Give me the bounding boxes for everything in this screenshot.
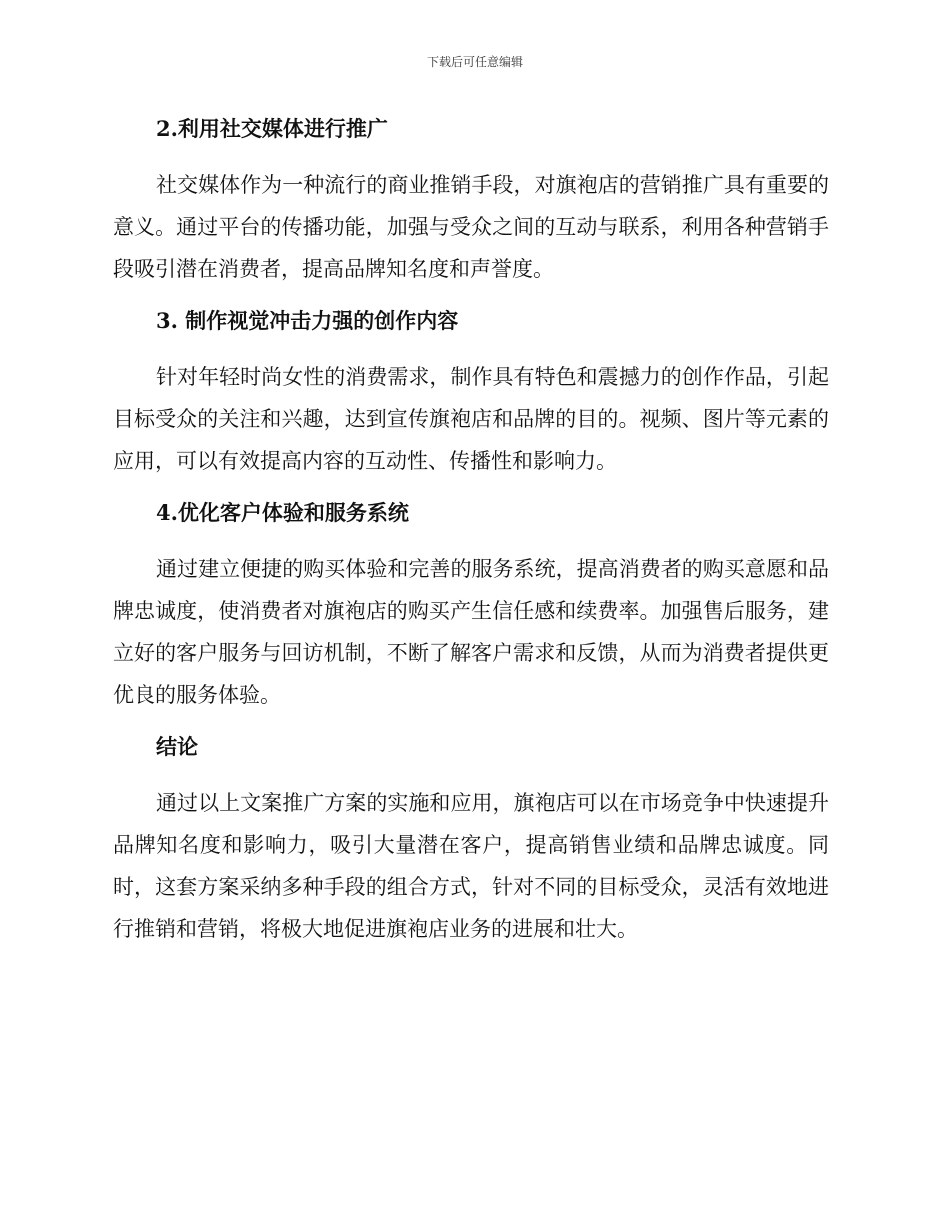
section-title-customer-experience: 4.优化客户体验和服务系统 [156, 500, 409, 525]
section-title-visual-content: 3. 制作视觉冲击力强的创作内容 [156, 308, 459, 333]
document-body [113, 110, 829, 950]
paragraph-conclusion: 通过以上文案推广方案的实施和应用，旗袍店可以在市场竞争中快速提升品牌知名度和影响力，吸引大量潜在客户，提高销售业绩和品牌忠诚度。同时，这套方案采纳多种手段的组合方式，针对不同的目标受众，灵活有效地进行推销和营销，将极大地促进旗袍店业务的进展和壮大。 [113, 791, 829, 941]
section-title-conclusion: 结论 [156, 734, 198, 759]
section-title-social-media: 2.利用社交媒体进行推广 [156, 116, 388, 141]
paragraph-visual-content: 针对年轻时尚女性的消费需求，制作具有特色和震撼力的创作作品，引起目标受众的关注和兴趣，达到宣传旗袍店和品牌的目的。视频、图片等元素的应用，可以有效提高内容的互动性、传播性和影响力。 [113, 365, 829, 473]
header-note: 下载后可任意编辑 [426, 55, 523, 69]
paragraph-social-media: 社交媒体作为一种流行的商业推销手段，对旗袍店的营销推广具有重要的意义。通过平台的传播功能，加强与受众之间的互动与联系，利用各种营销手段吸引潜在消费者，提高品牌知名度和声誉度。 [113, 173, 829, 281]
paragraph-customer-experience: 通过建立便捷的购买体验和完善的服务系统，提高消费者的购买意愿和品牌忠诚度，使消费者对旗袍店的购买产生信任感和续费率。加强售后服务，建立好的客户服务与回访机制，不断了解客户需求和反馈，从而为消费者提供更优良的服务体验。 [113, 557, 829, 707]
